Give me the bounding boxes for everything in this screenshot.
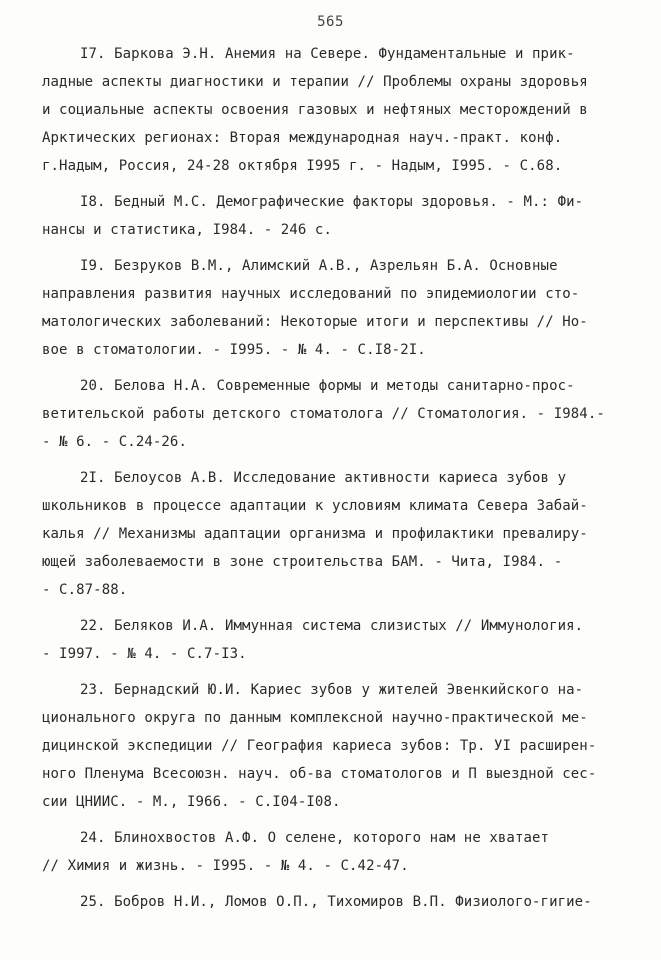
entry-line: // Химия и жизнь. - I995. - № 4. - С.42-47.: [42, 858, 409, 874]
bibliography-entry: [42, 40, 622, 180]
entry-line: сии ЦНИИС. - М., I966. - С.I04-I08.: [42, 794, 341, 810]
entry-line: ционального округа по данным комплексной научно-практической ме-: [42, 710, 588, 726]
entry-first-line: I7. Баркова Э.Н. Анемия на Севере. Фундаментальные и прик-: [80, 46, 575, 62]
entry-first-line: 20. Белова Н.А. Современные формы и методы санитарно-прос-: [80, 378, 575, 394]
bibliography-entry: [42, 676, 622, 816]
entry-line: дицинской экспедиции // География кариеса зубов: Тр. УI расширен-: [42, 738, 597, 754]
bibliography-entry: [42, 824, 622, 880]
entry-first-line: 25. Бобров Н.И., Ломов О.П., Тихомиров В.П. Физиолого-гигие-: [80, 894, 592, 910]
entry-first-line: 23. Бернадский Ю.И. Кариес зубов у жителей Эвенкийского на-: [80, 682, 584, 698]
bibliography-list: [42, 40, 622, 924]
entry-line: вое в стоматологии. - I995. - № 4. - С.I8-2I.: [42, 342, 426, 358]
entry-first-line: I8. Бедный М.С. Демографические факторы здоровья. - М.: Фи-: [80, 194, 584, 210]
entry-first-line: 22. Беляков И.А. Иммунная система слизистых // Иммунология.: [80, 618, 584, 634]
entry-first-line: 2I. Белоусов А.В. Исследование активности кариеса зубов у: [80, 470, 567, 486]
entry-line: матологических заболеваний: Некоторые итоги и перспективы // Но-: [42, 314, 588, 330]
entry-line: направления развития научных исследований по эпидемиологии сто-: [42, 286, 580, 302]
entry-line: и социальные аспекты освоения газовых и нефтяных месторождений в: [42, 102, 588, 118]
bibliography-entry: [42, 188, 622, 244]
entry-line: ладные аспекты диагностики и терапии // Проблемы охраны здоровья: [42, 74, 588, 90]
entry-first-line: 24. Блинохвостов А.Ф. О селене, которого нам не хватает: [80, 830, 550, 846]
page-number: 565: [317, 14, 344, 30]
entry-line: калья // Механизмы адаптации организма и профилактики превалиру-: [42, 526, 588, 542]
bibliography-entry: [42, 252, 622, 364]
bibliography-entry: [42, 372, 622, 456]
entry-line: ющей заболеваемости в зоне строительства БАМ. - Чита, I984. -: [42, 554, 563, 570]
entry-line: ветительской работы детского стоматолога // Стоматология. - I984.-: [42, 406, 605, 422]
entry-line: г.Надым, Россия, 24-28 октября I995 г. - Надым, I995. - С.68.: [42, 158, 563, 174]
entry-line: ного Пленума Всесоюзн. науч. об-ва стоматологов и П выездной сес-: [42, 766, 597, 782]
entry-line: - С.87-88.: [42, 582, 128, 598]
bibliography-entry: [42, 888, 622, 916]
entry-line: - I997. - № 4. - С.7-I3.: [42, 646, 247, 662]
entry-line: нансы и статистика, I984. - 246 с.: [42, 222, 332, 238]
entry-line: школьников в процессе адаптации к условиям климата Севера Забай-: [42, 498, 588, 514]
entry-first-line: I9. Безруков В.М., Алимский А.В., Азрельян Б.А. Основные: [80, 258, 558, 274]
entry-line: - № 6. - С.24-26.: [42, 434, 187, 450]
bibliography-entry: [42, 464, 622, 604]
entry-line: Арктических регионах: Вторая международная науч.-практ. конф.: [42, 130, 563, 146]
bibliography-entry: [42, 612, 622, 668]
